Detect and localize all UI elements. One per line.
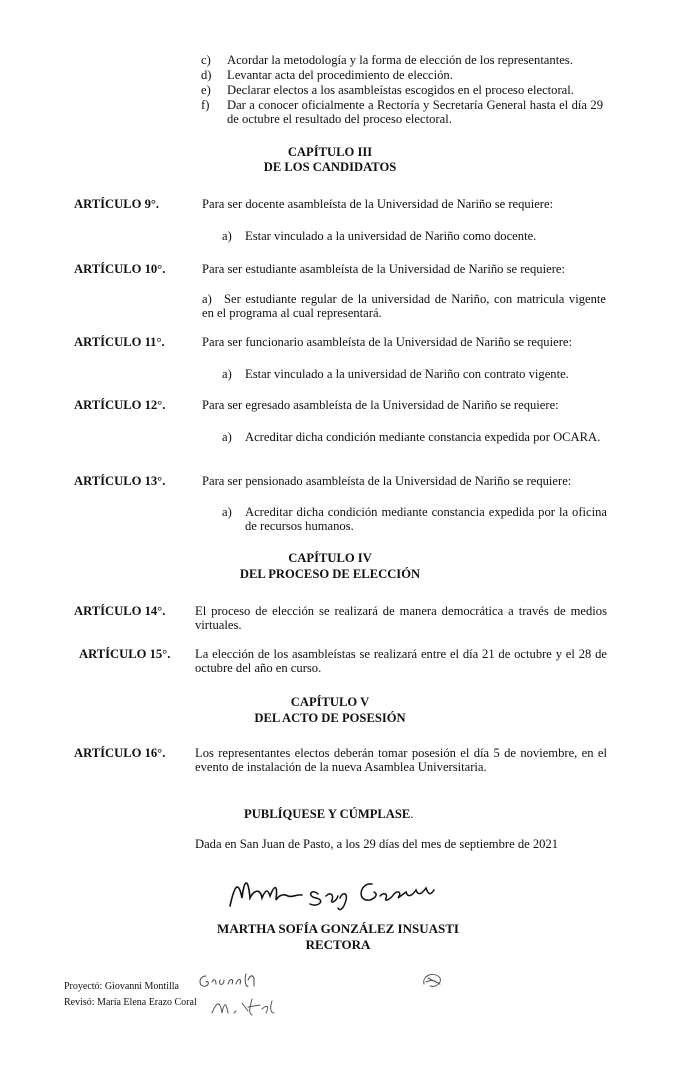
publish-text: PUBLÍQUESE Y CÚMPLASE [244,807,411,821]
article-10-label: ARTÍCULO 10°. [74,262,166,276]
list-item-e: Declarar electos a los asambleístas escogidos en el proceso electoral. [227,83,574,97]
publish-dot: . [410,807,414,821]
article-16-text: Los representantes electos deberán tomar posesión el día 5 de noviembre, en el evento de instalación de la nueva Asamblea Universitaria. [195,746,607,774]
chapter-4-title: CAPÍTULO IV [288,551,372,565]
list-item-f: Dar a conocer oficialmente a Rectoría y Secretaría General hasta el día 29 de octubre el resultado del proceso electoral. [227,98,603,126]
handwritten-signature [222,868,452,920]
article-14-text: El proceso de elección se realizará de manera democrática a través de medios virtuales. [195,604,607,632]
reviewed-by: Revisó: María Elena Erazo Coral [64,997,197,1008]
article-14-label: ARTÍCULO 14°. [74,604,166,618]
list-letter-f: f) [201,98,210,112]
article-10-item-letter: a) [202,292,212,306]
initials-signature-1 [196,970,266,992]
list-letter-c: c) [201,53,211,67]
article-10-text: Para ser estudiante asambleísta de la Universidad de Nariño se requiere: [202,262,565,276]
projected-by: Proyectó: Giovanni Montilla [64,981,179,992]
article-11-label: ARTÍCULO 11°. [74,335,165,349]
article-16-label: ARTÍCULO 16°. [74,746,166,760]
article-9-item: Estar vinculado a la universidad de Nariño como docente. [245,229,537,243]
dated-line: Dada en San Juan de Pasto, a los 29 días del mes de septiembre de 2021 [195,837,559,851]
list-item-d: Levantar acta del procedimiento de elección. [227,68,453,82]
chapter-3-subtitle: DE LOS CANDIDATOS [263,160,397,174]
signatory-name: MARTHA SOFÍA GONZÁLEZ INSUASTI [217,921,459,936]
list-letter-e: e) [201,83,211,97]
article-11-item: Estar vinculado a la universidad de Nariño con contrato vigente. [245,367,569,381]
initials-signature-2 [208,993,288,1021]
article-12-label: ARTÍCULO 12°. [74,398,166,412]
article-11-item-letter: a) [222,367,232,381]
article-13-text: Para ser pensionado asambleísta de la Universidad de Nariño se requiere: [202,474,572,488]
list-item-c: Acordar la metodología y la forma de elección de los representantes. [227,53,573,67]
article-9-label: ARTÍCULO 9°. [74,197,160,211]
article-12-item: Acreditar dicha condición mediante constancia expedida por OCARA. [245,430,601,444]
article-12-item-letter: a) [222,430,232,444]
article-15-label: ARTÍCULO 15°. [79,647,171,661]
chapter-5-subtitle: DEL ACTO DE POSESIÓN [254,711,406,725]
chapter-4-subtitle: DEL PROCESO DE ELECCIÓN [239,567,421,581]
article-12-text: Para ser egresado asambleísta de la Universidad de Nariño se requiere: [202,398,559,412]
chapter-5-title: CAPÍTULO V [290,695,370,709]
article-13-label: ARTÍCULO 13°. [74,474,166,488]
article-9-item-letter: a) [222,229,232,243]
list-letter-d: d) [201,68,212,82]
stamp-scribble [420,970,446,990]
chapter-3-title: CAPÍTULO III [287,145,373,159]
article-15-text: La elección de los asambleístas se realizará entre el día 21 de octubre y el 28 de octubre del año en curso. [195,647,607,675]
signatory-title: RECTORA [305,937,371,952]
article-9-text: Para ser docente asambleísta de la Universidad de Nariño se requiere: [202,197,554,211]
article-11-text: Para ser funcionario asambleísta de la Universidad de Nariño se requiere: [202,335,572,349]
article-13-item-letter: a) [222,505,232,519]
publish-line [244,807,413,821]
article-13-item: Acreditar dicha condición mediante constancia expedida por la oficina de recursos humanos. [245,505,607,533]
article-10-item: Ser estudiante regular de la universidad de Nariño, con matricula vigente en el programa al cual representará. [202,292,606,320]
